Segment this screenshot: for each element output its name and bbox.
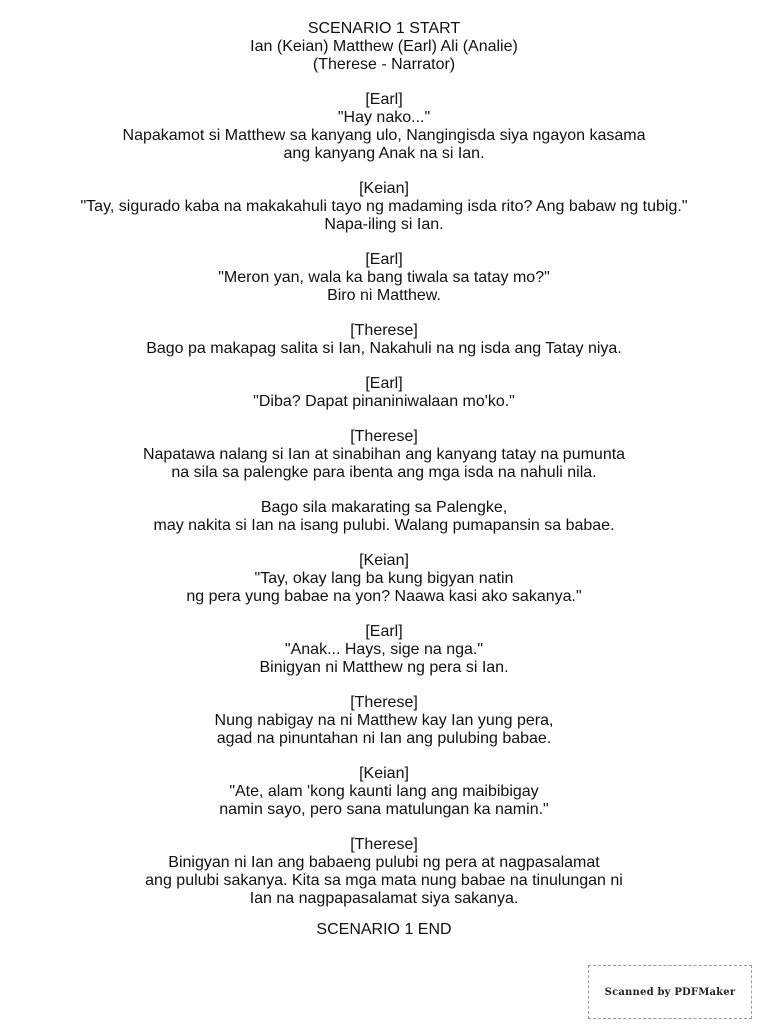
cast-list: Ian (Keian) Matthew (Earl) Ali (Analie) — [250, 38, 518, 55]
scanner-watermark-text: Scanned by PDFMaker — [604, 986, 736, 998]
speaker-tag: [Therese] — [350, 428, 418, 445]
dialogue-line: Biro ni Matthew. — [327, 287, 441, 304]
scenario-end-title: SCENARIO 1 END — [316, 921, 452, 938]
dialogue-line: na sila sa palengke para ibenta ang mga isda na nahuli nila. — [171, 464, 597, 481]
dialogue-block — [0, 251, 768, 305]
dialogue-line: "Tay, sigurado kaba na makakahuli tayo ng madaming isda rito? Ang babaw ng tubig." — [80, 198, 688, 215]
dialogue-line: Napatawa nalang si Ian at sinabihan ang kanyang tatay na pumunta — [142, 446, 626, 463]
dialogue-line: Nung nabigay na ni Matthew kay Ian yung pera, — [214, 712, 554, 729]
script-page — [0, 20, 768, 939]
speaker-tag: [Earl] — [365, 623, 403, 640]
speaker-tag: [Therese] — [350, 836, 418, 853]
narrator-credit: (Therese - Narrator) — [312, 56, 456, 73]
speaker-tag: [Keian] — [359, 765, 409, 782]
dialogue-line: ang kanyang Anak na si Ian. — [283, 145, 485, 162]
dialogue-line: agad na pinuntahan ni Ian ang pulubing babae. — [216, 730, 552, 747]
dialogue-line: Bago sila makarating sa Palengke, — [260, 499, 508, 516]
dialogue-line: "Tay, okay lang ba kung bigyan natin — [254, 570, 514, 587]
dialogue-line: may nakita si Ian na isang pulubi. Walang pumapansin sa babae. — [153, 517, 615, 534]
dialogue-line: Binigyan ni Matthew ng pera si Ian. — [259, 659, 509, 676]
scanner-watermark — [588, 965, 752, 1019]
dialogue-line: namin sayo, pero sana matulungan ka namin." — [219, 801, 549, 818]
dialogue-block — [0, 428, 768, 482]
speaker-tag: [Keian] — [359, 552, 409, 569]
dialogue-line: "Meron yan, wala ka bang tiwala sa tatay mo?" — [218, 269, 550, 286]
speaker-tag: [Therese] — [350, 322, 418, 339]
dialogue-block — [0, 499, 768, 535]
speaker-tag: [Earl] — [365, 375, 403, 392]
dialogue-line: "Diba? Dapat pinaniniwalaan mo'ko." — [253, 393, 515, 410]
dialogue-line: Napa-iling si Ian. — [324, 216, 444, 233]
dialogue-block — [0, 91, 768, 163]
dialogue-line: Napakamot si Matthew sa kanyang ulo, Nangingisda siya ngayon kasama — [122, 127, 646, 144]
speaker-tag: [Earl] — [365, 251, 403, 268]
script-header — [0, 20, 768, 74]
dialogue-block — [0, 623, 768, 677]
speaker-tag: [Keian] — [359, 180, 409, 197]
dialogue-block — [0, 180, 768, 234]
dialogue-line: "Anak... Hays, sige na nga." — [284, 641, 484, 658]
scenario-start-title: SCENARIO 1 START — [307, 20, 461, 37]
dialogue-line: "Ate, alam 'kong kaunti lang ang maibibigay — [229, 783, 539, 800]
dialogue-line: ng pera yung babae na yon? Naawa kasi ako sakanya." — [186, 588, 582, 605]
speaker-tag: [Therese] — [350, 694, 418, 711]
speaker-tag: [Earl] — [365, 91, 403, 108]
dialogue-block — [0, 322, 768, 358]
dialogue-block — [0, 552, 768, 606]
dialogue-line: ang pulubi sakanya. Kita sa mga mata nung babae na tinulungan ni — [145, 872, 623, 889]
dialogue-block — [0, 694, 768, 748]
dialogue-block — [0, 836, 768, 908]
dialogue-line: Bago pa makapag salita si Ian, Nakahuli na ng isda ang Tatay niya. — [146, 340, 622, 357]
dialogue-line: Ian na nagpapasalamat siya sakanya. — [249, 890, 519, 907]
dialogue-block — [0, 375, 768, 411]
dialogue-line: "Hay nako..." — [337, 109, 431, 126]
script-body — [0, 91, 768, 908]
dialogue-block — [0, 765, 768, 819]
dialogue-line: Binigyan ni Ian ang babaeng pulubi ng pera at nagpasalamat — [168, 854, 600, 871]
